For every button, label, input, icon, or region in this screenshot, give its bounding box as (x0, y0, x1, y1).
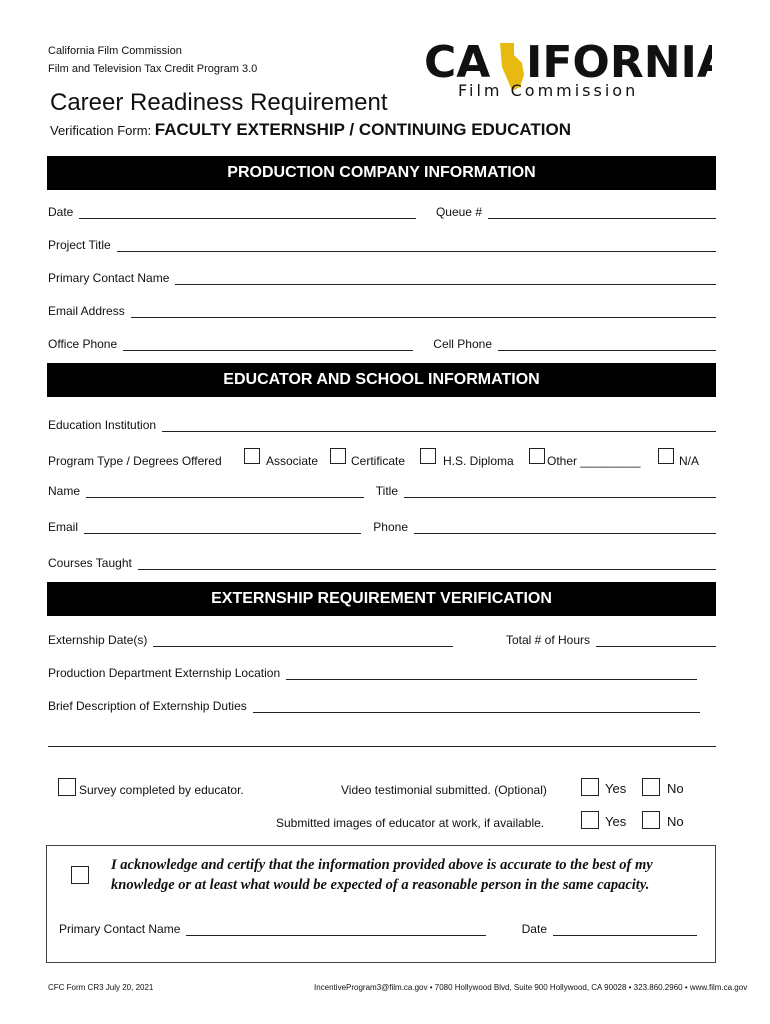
images-yes-label: Yes (605, 814, 627, 829)
program-type-label: Program Type / Degrees Offered (48, 454, 222, 468)
certification-line-1: I acknowledge and certify that the information provided above is accurate to the best of my (111, 857, 653, 873)
educator-phone-field[interactable] (414, 521, 716, 534)
certificate-checkbox[interactable] (330, 448, 346, 464)
video-yes-checkbox[interactable] (581, 778, 599, 796)
hs-diploma-label: H.S. Diploma (443, 454, 514, 468)
primary-contact-field[interactable] (175, 272, 716, 285)
certification-line-2: knowledge or at least what would be expected of a reasonable person in the same capacity. (111, 877, 650, 893)
courses-field[interactable] (138, 557, 716, 570)
cert-contact-label: Primary Contact Name (59, 922, 181, 936)
row-email (48, 304, 716, 318)
svg-text:IFORNIA: IFORNIA (526, 37, 712, 88)
other-label: Other _________ (547, 454, 641, 468)
educator-phone-label: Phone (373, 520, 408, 534)
video-no-label: No (667, 781, 684, 796)
na-label: N/A (679, 454, 700, 468)
total-hours-label: Total # of Hours (505, 633, 590, 647)
section-production-header: PRODUCTION COMPANY INFORMATION (47, 156, 716, 190)
cert-contact-field[interactable] (186, 923, 486, 936)
queue-label: Queue # (435, 205, 482, 219)
cert-date-field[interactable] (553, 923, 697, 936)
certify-checkbox[interactable] (71, 866, 89, 884)
project-title-field[interactable] (117, 239, 716, 252)
images-label: Submitted images of educator at work, if available. (276, 816, 545, 830)
institution-label: Education Institution (48, 418, 157, 432)
program-name: Film and Television Tax Credit Program 3.0 (48, 63, 258, 75)
row-description (48, 699, 700, 713)
section-educator-header: EDUCATOR AND SCHOOL INFORMATION (47, 363, 716, 397)
verification-line (50, 120, 571, 140)
row-institution (48, 418, 716, 432)
row-location (48, 666, 697, 680)
cfc-logo (422, 33, 712, 103)
description-label: Brief Description of Externship Duties (48, 699, 247, 713)
logo-subtitle: Film Commission (458, 81, 639, 100)
externship-dates-field[interactable] (153, 634, 453, 647)
cell-phone-field[interactable] (498, 338, 716, 351)
educator-title-field[interactable] (404, 485, 716, 498)
images-no-label: No (667, 814, 684, 829)
location-field[interactable] (286, 667, 697, 680)
email-address-label: Email Address (48, 304, 125, 318)
primary-contact-label: Primary Contact Name (48, 271, 170, 285)
educator-email-field[interactable] (84, 521, 361, 534)
cell-phone-label: Cell Phone (433, 337, 492, 351)
row-program-type (48, 448, 718, 468)
verification-label: Verification Form: (50, 123, 152, 138)
project-title-label: Project Title (48, 238, 111, 252)
survey-checkbox[interactable] (58, 778, 76, 796)
institution-field[interactable] (162, 419, 716, 432)
queue-field[interactable] (488, 206, 716, 219)
na-checkbox[interactable] (658, 448, 674, 464)
email-address-field[interactable] (131, 305, 716, 318)
row-date-queue (48, 205, 716, 219)
row-primary-contact (48, 271, 716, 285)
externship-dates-label: Externship Date(s) (48, 633, 148, 647)
form-id: CFC Form CR3 July 20, 2021 (48, 983, 154, 992)
educator-email-label: Email (48, 520, 79, 534)
survey-label: Survey completed by educator. (79, 783, 244, 797)
logo-graphic (422, 33, 712, 103)
row-project-title (48, 238, 716, 252)
section-externship-header: EXTERNSHIP REQUIREMENT VERIFICATION (47, 582, 716, 616)
certificate-label: Certificate (351, 454, 406, 468)
hs-diploma-checkbox[interactable] (420, 448, 436, 464)
total-hours-field[interactable] (596, 634, 716, 647)
row-name-title (48, 484, 716, 498)
org-name: California Film Commission (48, 45, 182, 57)
video-label: Video testimonial submitted. (Optional) (341, 783, 547, 797)
courses-label: Courses Taught (48, 556, 132, 570)
row-courses (48, 556, 716, 570)
row-phones (48, 337, 716, 351)
office-phone-label: Office Phone (48, 337, 118, 351)
svg-text:CA: CA (424, 37, 491, 88)
footer-contact: IncentiveProgram3@film.ca.gov • 7080 Hollywood Blvd, Suite 900 Hollywood, CA 90028 • 323.860.2960 • www.film.ca.gov (314, 983, 748, 992)
row-email-phone (48, 520, 716, 534)
verification-type: FACULTY EXTERNSHIP / CONTINUING EDUCATION (154, 120, 571, 139)
images-no-checkbox[interactable] (642, 811, 660, 829)
row-externship-dates (48, 633, 716, 647)
video-yes-label: Yes (605, 781, 627, 796)
page-title: Career Readiness Requirement (50, 89, 388, 116)
row-cert-signature (59, 922, 697, 936)
associate-checkbox[interactable] (244, 448, 260, 464)
educator-name-field[interactable] (86, 485, 364, 498)
video-no-checkbox[interactable] (642, 778, 660, 796)
images-yes-checkbox[interactable] (581, 811, 599, 829)
certification-text (111, 855, 711, 895)
date-field[interactable] (79, 206, 416, 219)
other-checkbox[interactable] (529, 448, 545, 464)
certification-box (46, 845, 716, 963)
date-label: Date (48, 205, 74, 219)
cert-date-label: Date (521, 922, 547, 936)
description-field[interactable] (253, 700, 700, 713)
associate-label: Associate (266, 454, 319, 468)
description-extra-line[interactable] (48, 746, 716, 747)
educator-title-label: Title (375, 484, 398, 498)
educator-name-label: Name (48, 484, 81, 498)
location-label: Production Department Externship Location (48, 666, 281, 680)
office-phone-field[interactable] (123, 338, 413, 351)
